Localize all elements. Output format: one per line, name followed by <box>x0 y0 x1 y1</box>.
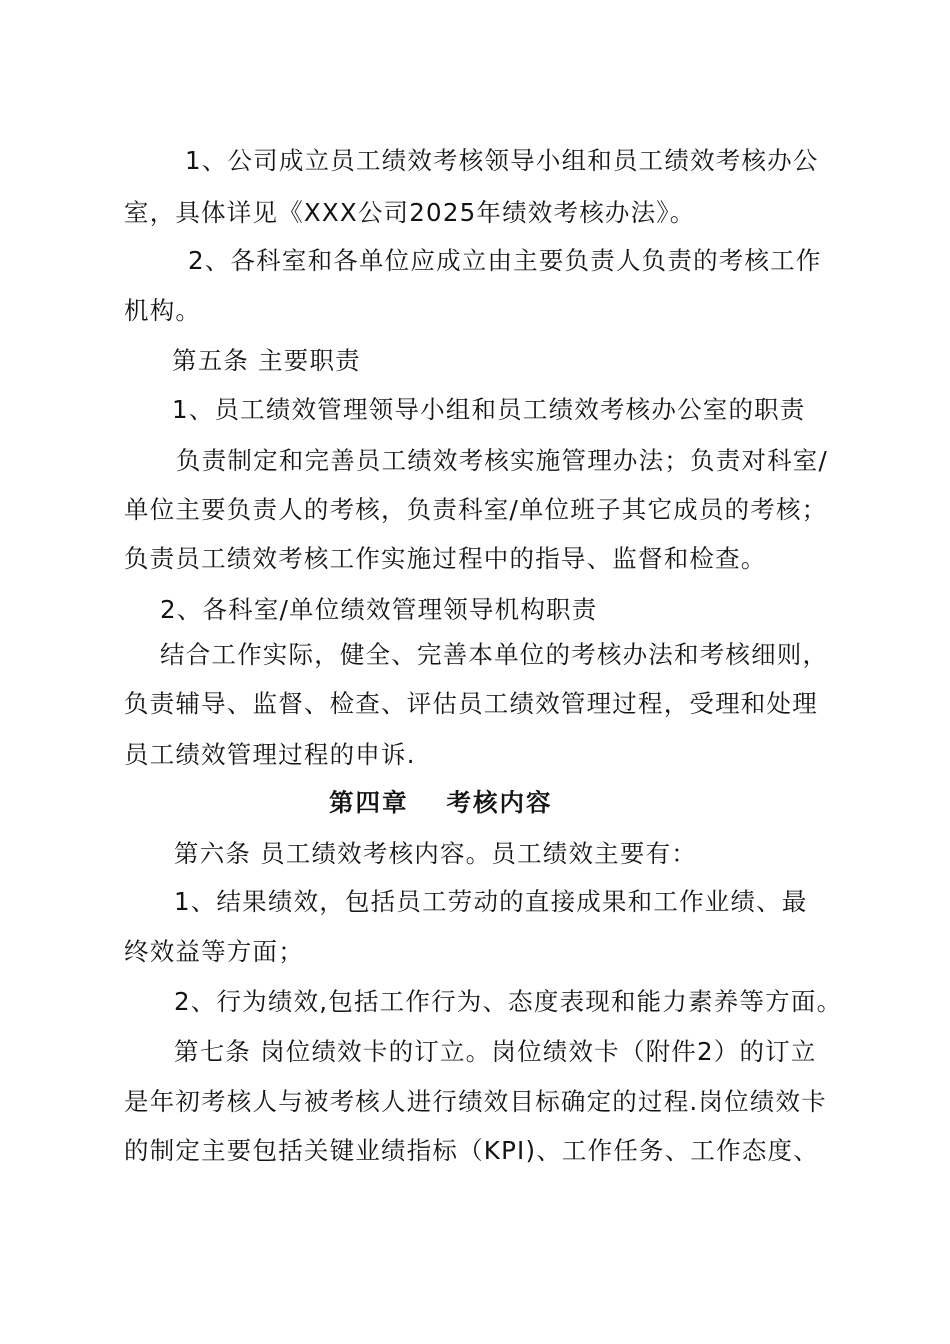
paragraph-line: 室，具体详见《XXX公司2025年绩效考核办法》。 <box>124 198 696 227</box>
chapter-number: 第四章 <box>329 788 409 817</box>
paragraph-line: 1、员工绩效管理领导小组和员工绩效考核办公室的职责 <box>172 395 806 424</box>
paragraph-line: 负责辅导、监督、检查、评估员工绩效管理过程，受理和处理 <box>124 689 818 718</box>
paragraph-line: 员工绩效管理过程的申诉. <box>124 740 416 769</box>
paragraph-line: 2、行为绩效,包括工作行为、态度表现和能力素养等方面。 <box>174 987 843 1016</box>
article-heading: 第六条 员工绩效考核内容。员工绩效主要有： <box>174 839 697 868</box>
chapter-heading <box>329 786 553 820</box>
paragraph-line: 负责员工绩效考核工作实施过程中的指导、监督和检查。 <box>124 544 767 573</box>
article-heading: 第五条 主要职责 <box>172 346 361 375</box>
paragraph-line: 2、各科室和各单位应成立由主要负责人负责的考核工作 <box>188 246 822 275</box>
paragraph-line: 1、公司成立员工绩效考核领导小组和员工绩效考核办公 <box>185 146 819 175</box>
paragraph-line: 终效益等方面； <box>124 937 304 966</box>
paragraph-line: 2、各科室/单位绩效管理领导机构职责 <box>160 595 598 624</box>
paragraph-line: 是年初考核人与被考核人进行绩效目标确定的过程.岗位绩效卡 <box>124 1087 827 1116</box>
paragraph-line: 1、结果绩效，包括员工劳动的直接成果和工作业绩、最 <box>174 887 808 916</box>
paragraph-line: 机构。 <box>124 296 202 325</box>
paragraph-line: 负责制定和完善员工绩效考核实施管理办法；负责对科室/ <box>176 446 828 475</box>
paragraph-line: 结合工作实际，健全、完善本单位的考核办法和考核细则， <box>160 640 829 669</box>
paragraph-line: 单位主要负责人的考核，负责科室/单位班子其它成员的考核； <box>124 495 828 524</box>
article-heading: 第七条 岗位绩效卡的订立。岗位绩效卡（附件2）的订立 <box>174 1037 817 1066</box>
chapter-title: 考核内容 <box>446 788 553 817</box>
paragraph-line: 的制定主要包括关键业绩指标（KPI)、工作任务、工作态度、 <box>124 1136 819 1165</box>
